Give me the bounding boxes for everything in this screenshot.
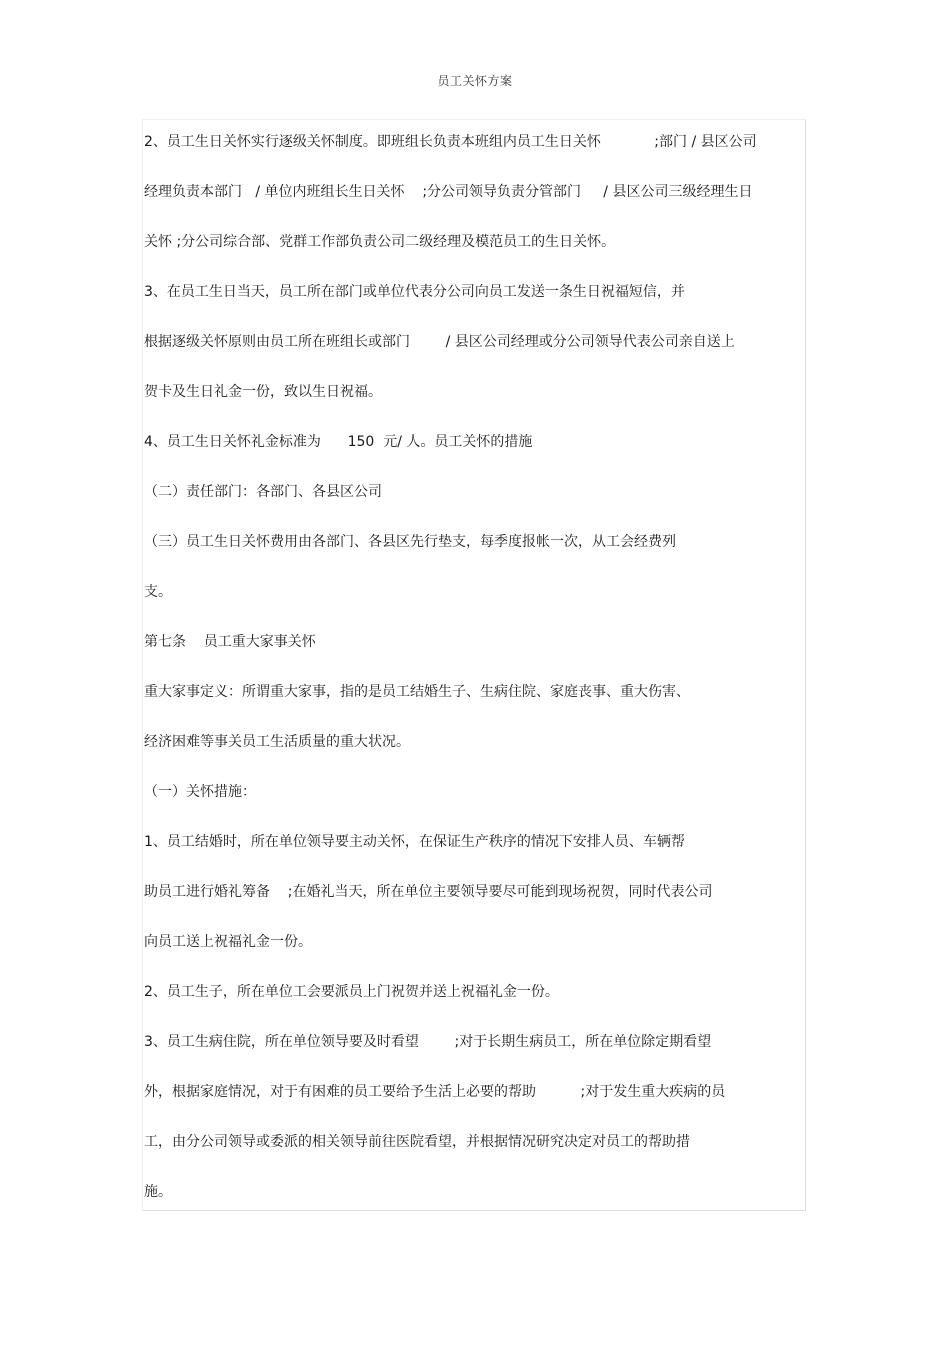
paragraph-line: 1、员工结婚时，所在单位领导要主动关怀，在保证生产秩序的情况下安排人员、车辆帮 [144, 834, 685, 850]
paragraph-line: 支。 [144, 584, 172, 600]
paragraph-line: 经理负责本部门 / 单位内班组长生日关怀 ;分公司领导负责分管部门 / 县区公司三级经理生日 [144, 184, 753, 200]
paragraph-line: 3、员工生病住院，所在单位领导要及时看望 ;对于长期生病员工，所在单位除定期看望 [144, 1034, 712, 1050]
paragraph-line: 助员工进行婚礼筹备 ;在婚礼当天，所在单位主要领导要尽可能到现场祝贺，同时代表公司 [144, 884, 713, 900]
paragraph-line: 关怀 ;分公司综合部、党群工作部负责公司二级经理及模范员工的生日关怀。 [144, 234, 616, 250]
paragraph-line: （一）关怀措施： [144, 784, 256, 800]
paragraph-line: 2、员工生日关怀实行逐级关怀制度。即班组长负责本班组内员工生日关怀 ;部门 / 县区公司 [144, 134, 757, 150]
paragraph-line: 2、员工生子，所在单位工会要派员上门祝贺并送上祝福礼金一份。 [144, 984, 559, 1000]
paragraph-line: 经济困难等事关员工生活质量的重大状况。 [144, 734, 410, 750]
page-title: 员工关怀方案 [437, 74, 513, 88]
paragraph-line: 外，根据家庭情况，对于有困难的员工要给予生活上必要的帮助 ;对于发生重大疾病的员 [144, 1084, 726, 1100]
paragraph-line: （二）责任部门：各部门、各县区公司 [144, 484, 382, 500]
paragraph-line: 向员工送上祝福礼金一份。 [144, 934, 312, 950]
paragraph-line: 贺卡及生日礼金一份，致以生日祝福。 [144, 384, 382, 400]
section-heading: 第七条 员工重大家事关怀 [144, 634, 316, 650]
paragraph-line: 施。 [144, 1184, 172, 1200]
paragraph-line: （三）员工生日关怀费用由各部门、各县区先行垫支，每季度报帐一次，从工会经费列 [144, 534, 676, 550]
paragraph-line: 工，由分公司领导或委派的相关领导前往医院看望，并根据情况研究决定对员工的帮助措 [144, 1134, 690, 1150]
paragraph-line: 根据逐级关怀原则由员工所在班组长或部门 / 县区公司经理或分公司领导代表公司亲自送上 [144, 334, 735, 350]
paragraph-line: 4、员工生日关怀礼金标准为 150 元/ 人。员工关怀的措施 [144, 434, 533, 450]
paragraph-line: 3、在员工生日当天，员工所在部门或单位代表分公司向员工发送一条生日祝福短信，并 [144, 284, 685, 300]
paragraph-line: 重大家事定义：所谓重大家事，指的是员工结婚生子、生病住院、家庭丧事、重大伤害、 [144, 684, 690, 700]
